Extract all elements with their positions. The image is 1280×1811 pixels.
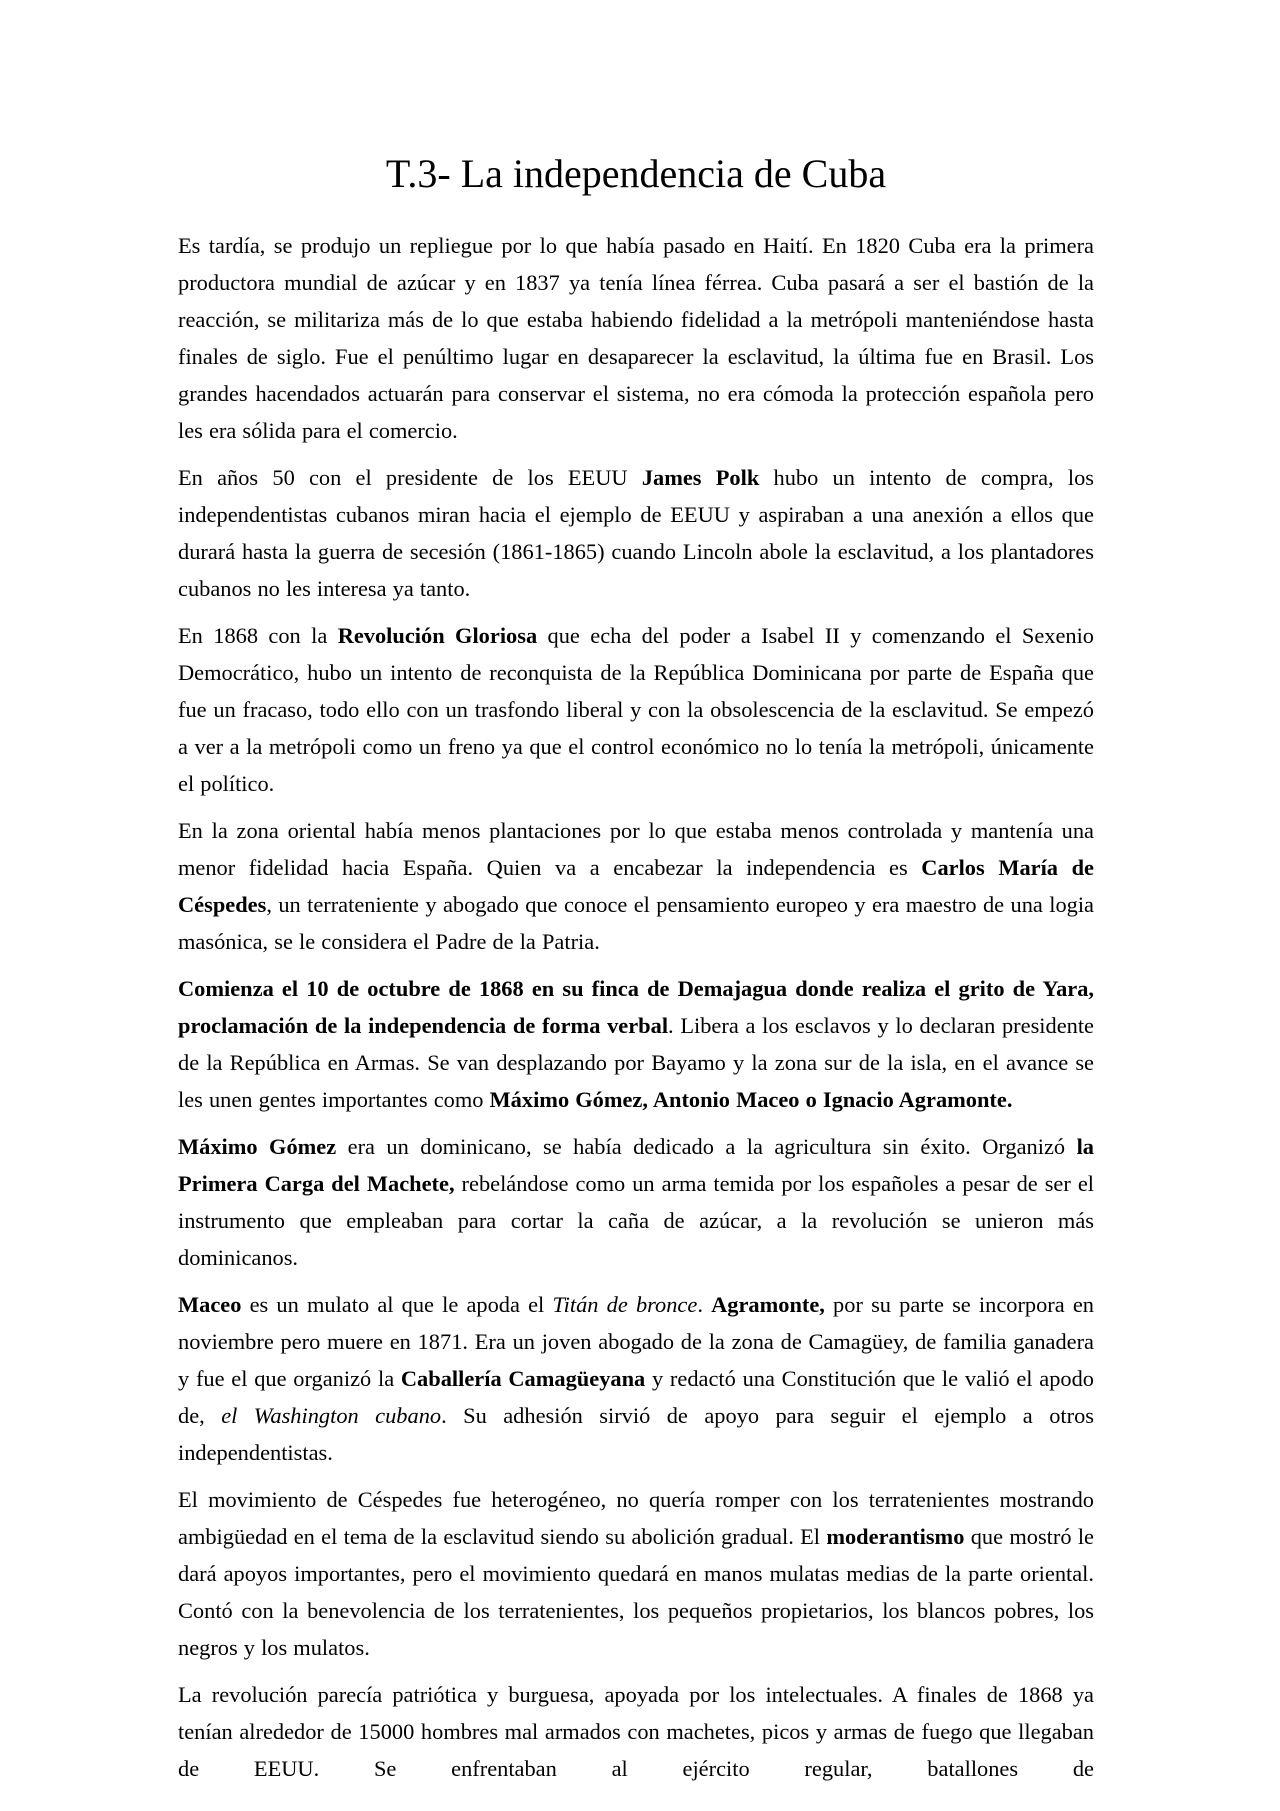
text-run: era un dominicano, se había dedicado a la agricultura sin éxito. Organizó bbox=[336, 1134, 1077, 1159]
document-title: T.3- La independencia de Cuba bbox=[385, 151, 887, 196]
text-run: . Libera a los esclavos y lo declaran presidente de la República en Armas. Se van desplazando por Bayamo y la zona sur de la isla, en el avance se les unen gentes importantes como bbox=[178, 1013, 1094, 1112]
paragraph bbox=[178, 812, 1094, 960]
text-run: En años 50 con el presidente de los EEUU bbox=[178, 465, 642, 490]
text-run: por su parte se incorpora en noviembre pero muere en 1871. Era un joven abogado de la zona de Camagüey, de familia ganadera y fue el que organizó la bbox=[178, 1292, 1094, 1391]
text-run: Revolución Gloriosa bbox=[337, 623, 538, 648]
paragraph bbox=[178, 617, 1094, 802]
text-run: Agramonte, bbox=[711, 1292, 825, 1317]
text-run: Carlos María de Céspedes bbox=[178, 855, 1094, 917]
text-run: moderantismo bbox=[826, 1524, 965, 1549]
paragraph bbox=[178, 1128, 1094, 1276]
text-run: el Washington cubano bbox=[221, 1403, 442, 1428]
text-run: James Polk bbox=[641, 465, 760, 490]
text-run: En 1868 con la bbox=[178, 623, 338, 648]
text-run: la Primera Carga del Machete, bbox=[178, 1134, 1094, 1196]
paragraph bbox=[178, 970, 1094, 1118]
text-run: que echa del poder a Isabel II y comenzando el Sexenio Democrático, hubo un intento de reconquista de la República Dominicana por parte de España que fue un fracaso, todo ello con un trasfondo liberal y con la obsolescencia de la esclavitud. Se empezó a ver a la metrópoli como un freno ya que el control económico no lo tenía la metrópoli, únicamente el político. bbox=[178, 623, 1094, 796]
text-run: es un mulato al que le apoda el bbox=[241, 1292, 553, 1317]
text-run: y redactó una Constitución que le valió el apodo de, bbox=[178, 1366, 1094, 1428]
paragraph bbox=[178, 459, 1094, 607]
text-run: Caballería Camagüeyana bbox=[400, 1366, 646, 1391]
text-run: Es tardía, se produjo un repliegue por lo que había pasado en Haití. En 1820 Cuba era la primera productora mundial de azúcar y en 1837 ya tenía línea férrea. Cuba pasará a ser el bastión de la reacción, se militariza más de lo que estaba habiendo fidelidad a la metrópoli manteniéndose hasta finales de siglo. Fue el penúltimo lugar en desaparecer la esclavitud, la última fue en Brasil. Los grandes hacendados actuarán para conservar el sistema, no era cómoda la protección española pero les era sólida para el comercio. bbox=[178, 233, 1094, 443]
text-run: Máximo Gómez, Antonio Maceo o Ignacio Agramonte. bbox=[489, 1087, 1013, 1112]
text-run: rebelándose como un arma temida por los españoles a pesar de ser el instrumento que empleaban para cortar la caña de azúcar, a la revolución se unieron más dominicanos. bbox=[178, 1171, 1094, 1270]
document-body bbox=[178, 227, 1094, 1787]
text-run: Máximo Gómez bbox=[178, 1134, 337, 1159]
text-run: El movimiento de Céspedes fue heterogéneo, no quería romper con los terratenientes mostrando ambigüedad en el tema de la esclavitud siendo su abolición gradual. El bbox=[178, 1487, 1094, 1549]
paragraph bbox=[178, 1481, 1094, 1666]
text-run: que mostró le dará apoyos importantes, pero el movimiento quedará en manos mulatas medias de la parte oriental. Contó con la benevolencia de los terratenientes, los pequeños propietarios, los blancos pobres, los negros y los mulatos. bbox=[178, 1524, 1094, 1660]
text-run: . Su adhesión sirvió de apoyo para seguir el ejemplo a otros independentistas. bbox=[178, 1403, 1094, 1465]
text-run: Titán de bronce bbox=[552, 1292, 698, 1317]
paragraph bbox=[178, 1286, 1094, 1471]
text-run: En la zona oriental había menos plantaciones por lo que estaba menos controlada y mantenía una menor fidelidad hacia España. Quien va a encabezar la independencia es bbox=[178, 818, 1094, 880]
paragraph bbox=[178, 227, 1094, 449]
text-run: La revolución parecía patriótica y burguesa, apoyada por los intelectuales. A finales de 1868 ya tenían alrededor de 15000 hombres mal armados con machetes, picos y armas de fuego que llegaban de EEUU. Se enfrentaban al ejército regular, batallones de bbox=[178, 1682, 1094, 1781]
text-run: Comienza el 10 de octubre de 1868 en su finca de Demajagua donde realiza el grito de Yara, proclamación de la independencia de forma verbal bbox=[178, 976, 1094, 1038]
text-run: hubo un intento de compra, los independentistas cubanos miran hacia el ejemplo de EEUU y aspiraban a una anexión a ellos que durará hasta la guerra de secesión (1861-1865) cuando Lincoln abole la esclavitud, a los plantadores cubanos no les interesa ya tanto. bbox=[178, 465, 1094, 601]
text-run: . bbox=[697, 1292, 712, 1317]
paragraph bbox=[178, 1676, 1094, 1787]
text-run: Maceo bbox=[178, 1292, 242, 1317]
text-run: , un terrateniente y abogado que conoce el pensamiento europeo y era maestro de una logia masónica, se le considera el Padre de la Patria. bbox=[178, 892, 1094, 954]
